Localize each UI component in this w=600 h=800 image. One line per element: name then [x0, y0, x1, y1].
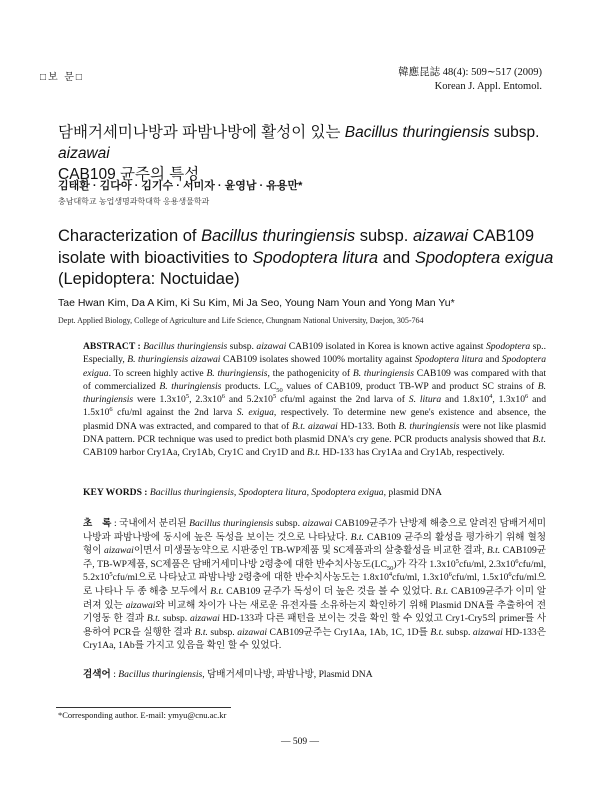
korean-title: 담배거세미나방과 파밤나방에 활성이 있는 Bacillus thuringiensis subsp. aizawai CAB109 균주의 특성: [58, 124, 540, 183]
korean-authors: 김태환 · 김다아 · 김기수 · 서미자 · 윤영남 · 유용만*: [58, 180, 303, 192]
english-affiliation: Dept. Applied Biology, College of Agriculture and Life Science, Chungnam National University, Daejon, 305-764: [58, 316, 424, 325]
abstract-label: ABSTRACT :: [83, 341, 141, 352]
corresponding-author-footnote: *Corresponding author. E-mail: ymyu@cnu.ac.kr: [58, 710, 227, 720]
section-label: □보 문□: [40, 72, 84, 83]
korean-keywords: 검색어 : Bacillus thuringiensis, 담배거세미나방, 파밤나방, Plasmid DNA: [83, 669, 373, 680]
journal-name: Korean J. Appl. Entomol.: [434, 81, 542, 92]
keywords-label: KEY WORDS :: [83, 487, 148, 498]
journal-header: [398, 66, 542, 94]
english-keywords: KEY WORDS : Bacillus thuringiensis, Spodoptera litura, Spodoptera exigua, plasmid DNA: [83, 487, 442, 498]
english-title: Characterization of Bacillus thuringiensis subsp. aizawai CAB109 isolate with bioactivities to Spodoptera litura and Spodoptera exigua (Lepidoptera: Noctuidae): [58, 227, 554, 288]
page-number: — 509 —: [281, 737, 319, 747]
english-abstract: ABSTRACT : Bacillus thuringiensis subsp. aizawai CAB109 isolated in Korea is known active against Spodoptera sp.. Especially, B. thuringiensis aizawai CAB109 isolates showed 100% mortality against Spodoptera litura and Spodoptera exigua. To screen highly active B. thuringiensis, the pathogenicity of B. thuringiensis CAB109 was compared with that of commercialized B. thuringiensis products. $LC_{50}$ values of CAB109, product TB-WP and product SC strains of B. thuringiensis were $1.3x10^5$, $2.3x10^6$ and $5.2x10^5$ cfu/ml against the 2nd larva of S. litura and $1.8x10^4$, $1.3x10^6$ and $1.5x10^6$ cfu/ml against the 2nd larva S. exigua, respectively. To determine new gene's existence and absence, the plasmid DNA was extracted, and compared to that of B.t. aizawai HD-133. Both B. thuringiensis were not like plasmid DNA pattern. PCR technique was used to predict both plasmid DNA's cry gene. PCR products analysis showed that B.t. CAB109 harbor Cry1Aa, Cry1Ab, Cry1C and Cry1D and B.t. HD-133 has Cry1Aa and Cry1Ab, respectively.: [83, 341, 547, 459]
english-authors: Tae Hwan Kim, Da A Kim, Ki Su Kim, Mi Ja Seo, Young Nam Youn and Yong Man Yu*: [58, 297, 455, 309]
korean-abstract: 초 록 : 국내에서 분리된 Bacillus thuringiensis subsp. aizawai CAB109균주가 난방제 해충으로 알려진 담배거세미나방과 파밤나방에 동시에 높은 독성을 보이는 것으로 나타났다. B.t. CAB109 균주의 활성을 평가하기 위해 혈청형이 aizawai이면서 미생물농약으로 시판중인 TB-WP제품 및 SC제품과의 살충활성을 비교한 결과, B.t. CAB109균주, TB-WP제품, SC제품은 담배거세미나방 2령충에 대한 반수치사농도$(LC_{50})$가 각각 $1.3x10^5cfu/ml$, $2.3x10^6cfu/ml$, $5.2x10^5cfu/ml$으로 나타났고 파밤나방 2령충에 대한 반수치사농도는 $1.8x10^4cfu/ml$, $1.3x10^6cfu/ml$, $1.5x10^6cfu/ml$으로 나타나 두 종 해충 모두에서 B.t. CAB109 균주가 독성이 더 높은 것을 볼 수 있었다. B.t. CAB109균주가 이미 알려져 있는 aizawai와 비교해 차이가 나는 새로운 유전자를 소유하는지 확인하기 위해 Plasmid DNA를 추출하여 전기영동 한 결과 B.t. subsp. aizawai HD-133과 다른 패턴을 보이는 것을 확인 할 수 있었고 Cry1-Cry5의 primer를 사용하여 PCR을 실행한 결과 B.t. subsp. aizawai CAB109균주는 Cry1Aa, 1Ab, 1C, 1D를 B.t. subsp. aizawai HD-133은 Cry1Aa, 1Ab를 가지고 있음을 확인 할 수 있었다.: [83, 518, 547, 652]
korean-abstract-label: 초 록: [83, 518, 112, 529]
korean-keywords-label: 검색어: [83, 669, 111, 680]
journal-citation: 韓應昆誌 48(4): 509∼517 (2009): [398, 67, 542, 78]
korean-affiliation: 충남대학교 농업생명과학대학 응용생물학과: [58, 197, 210, 206]
footnote-divider: [56, 707, 231, 708]
